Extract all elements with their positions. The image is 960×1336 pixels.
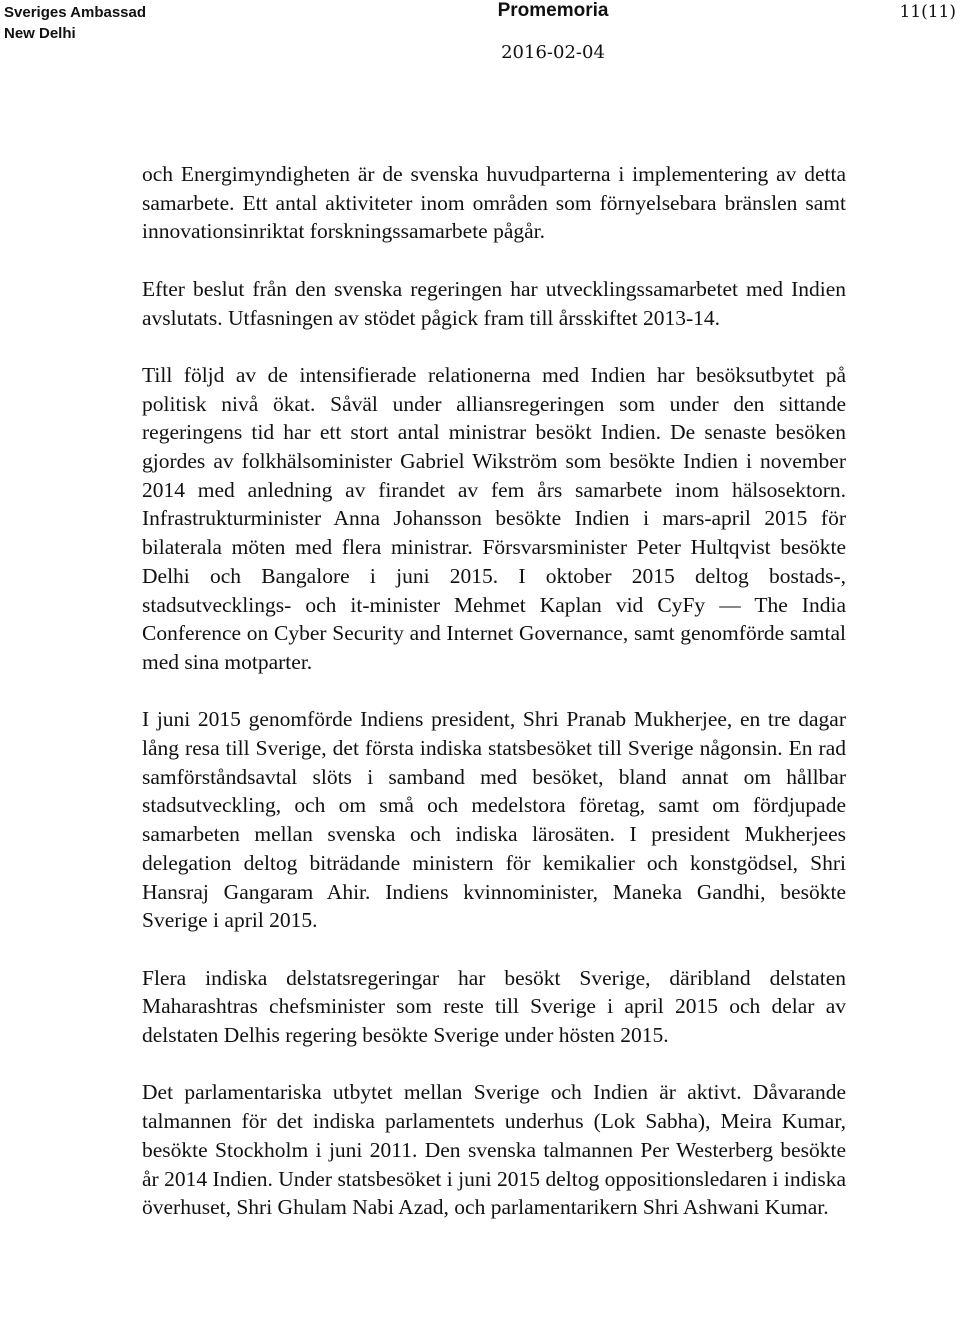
document-type: Promemoria (497, 0, 609, 21)
body-paragraph: I juni 2015 genomförde Indiens president, Shri Pranab Mukherjee, en tre dagar lång resa till Sverige, det första indiska statsbesöket till Sverige någonsin. En rad samförståndsavtal slöts i samband med besöket, bland annat om hållbar stadsutveckling, och om små och medelstora företag, samt om fördjupade samarbeten mellan svenska och indiska lärosäten. I president Mukherjees delegation deltog biträdande ministern för kemikalier och konstgödsel, Shri Hansraj Gangaram Ahir. Indiens kvinnominister, Maneka Gandhi, besökte Sverige i april 2015. (142, 707, 846, 933)
body-paragraph: Det parlamentariska utbytet mellan Sverige och Indien är aktivt. Dåvarande talmannen för det indiska parlamentets underhus (Lok Sabha), Meira Kumar, besökte Stockholm i juni 2011. Den svenska talmannen Per Westerberg besökte år 2014 Indien. Under statsbesöket i juni 2015 deltog oppositionsledaren i indiska överhuset, Shri Ghulam Nabi Azad, och parlamentarikern Shri Ashwani Kumar. (142, 1080, 846, 1220)
body-paragraph: och Energimyndigheten är de svenska huvudparterna i implementering av detta samarbete. Ett antal aktiviteter inom områden som förnyelsebara bränslen samt innovationsinriktat forskningssamarbete pågår. (142, 162, 846, 244)
document-date: 2016-02-04 (501, 42, 605, 63)
body-paragraph: Flera indiska delstatsregeringar har besökt Sverige, däribland delstaten Maharashtras chefsminister som reste till Sverige i april 2015 och delar av delstaten Delhis regering besökte Sverige under hösten 2015. (142, 965, 846, 1048)
page-number: 11(11) (899, 2, 956, 22)
sender-organization: Sveriges Ambassad (4, 4, 147, 21)
document-heading (0, 0, 960, 65)
body-paragraph: Till följd av de intensifierade relationerna med Indien har besöksutbytet på politisk nivå ökat. Såväl under alliansregeringen som under den sittande regeringens tid har ett stort antal ministrar besökt Indien. De senaste besöken gjordes av folkhälsominister Gabriel Wikström som besökte Indien i november 2014 med anledning av firandet av fem års samarbete inom hälsosektorn. Infrastrukturminister Anna Johansson besökte Indien i mars-april 2015 för bilaterala möten med flera ministrar. Försvarsminister Peter Hultqvist besökte Delhi och Bangalore i juni 2015. I oktober 2015 deltog bostads-, stadsutvecklings- och it-minister Mehmet Kaplan vid CyFy — The India Conference on Cyber Security and Internet Governance, samt genomförde samtal med sina motparter. (142, 362, 846, 674)
body-paragraph: Efter beslut från den svenska regeringen har utvecklingssamarbetet med Indien avslutats. Utfasningen av stödet pågick fram till årsskiftet 2013-14. (142, 276, 846, 330)
document-body (142, 160, 846, 1251)
sender-city: New Delhi (4, 25, 76, 42)
